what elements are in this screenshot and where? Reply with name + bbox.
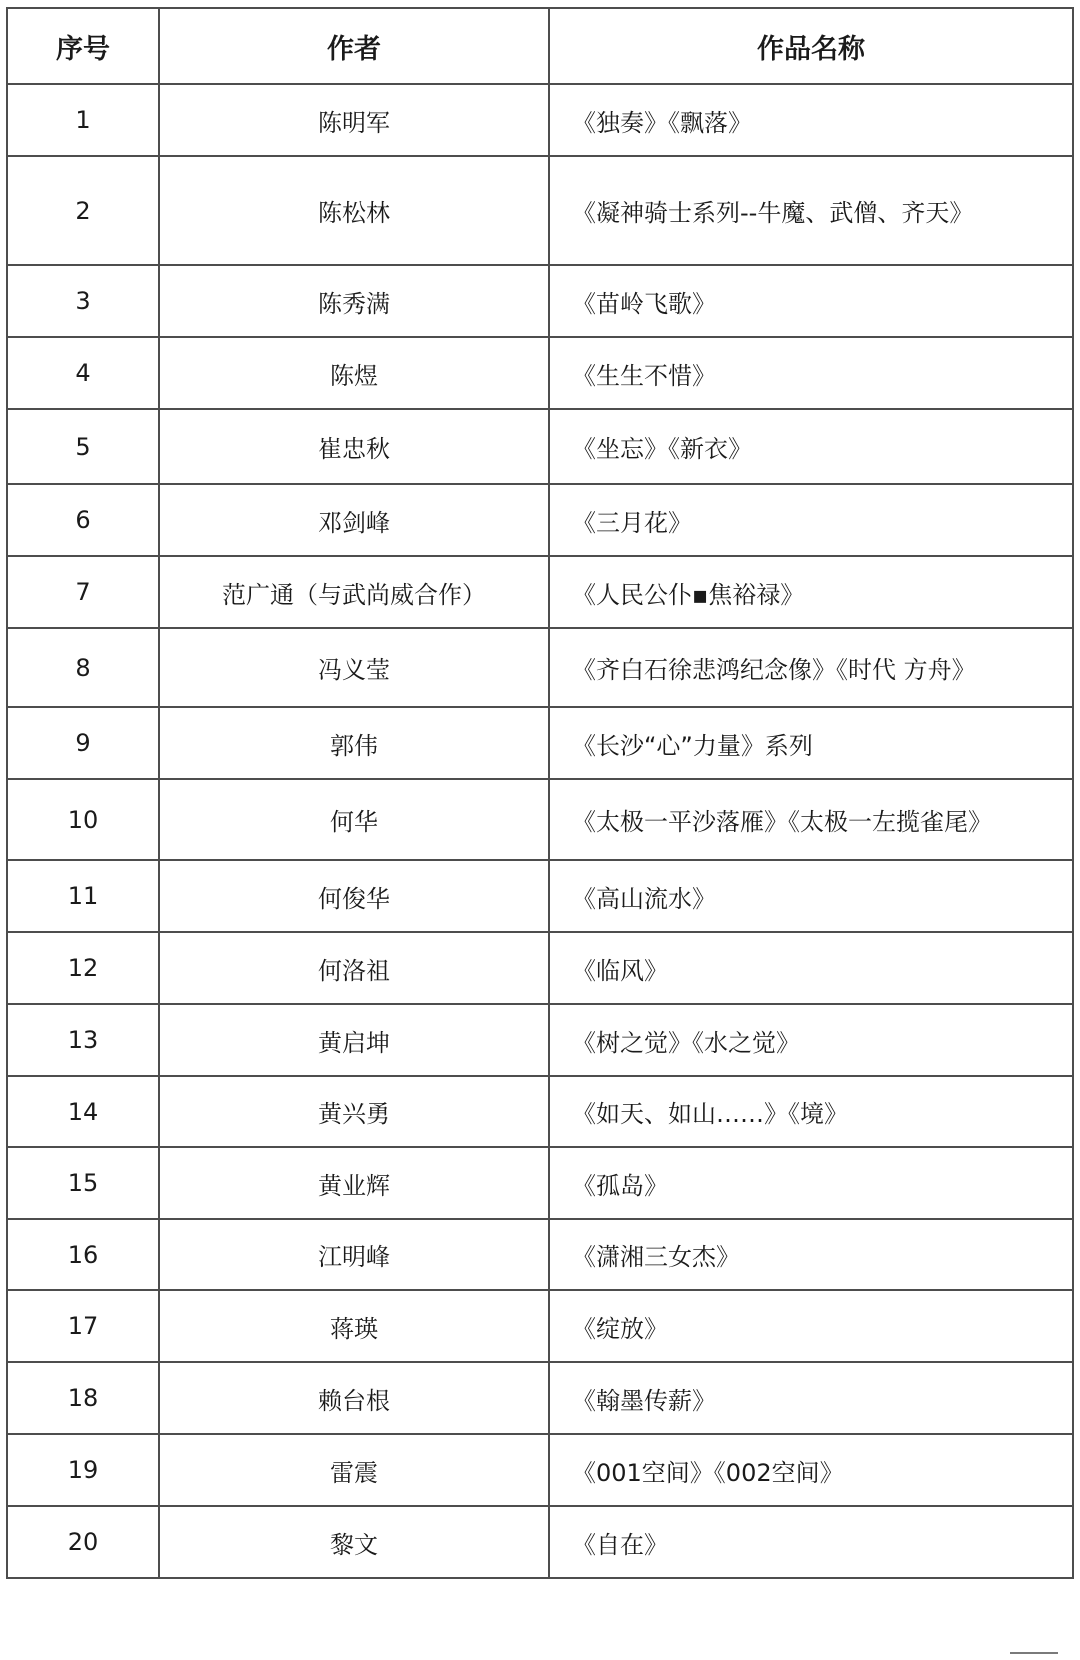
row-work-title: 《潇湘三女杰》 [549, 1219, 1073, 1290]
table-row [7, 1076, 1073, 1147]
row-number: 8 [7, 628, 159, 707]
row-work-title: 《齐白石徐悲鸿纪念像》《时代 方舟》 [549, 628, 1073, 707]
row-work-title: 《翰墨传薪》 [549, 1362, 1073, 1434]
table-row [7, 1506, 1073, 1578]
row-author: 冯义莹 [159, 628, 549, 707]
row-work-title: 《孤岛》 [549, 1147, 1073, 1219]
row-number: 1 [7, 84, 159, 156]
row-author: 黄兴勇 [159, 1076, 549, 1147]
table-row [7, 1147, 1073, 1219]
row-work-title: 《绽放》 [549, 1290, 1073, 1362]
table-row [7, 156, 1073, 265]
row-work-title: 《人民公仆▪焦裕禄》 [549, 556, 1073, 628]
table-header-row [7, 8, 1073, 84]
table-row [7, 1434, 1073, 1506]
table-row [7, 860, 1073, 932]
artwork-table-container [6, 7, 1072, 1579]
row-author: 江明峰 [159, 1219, 549, 1290]
row-author: 黄启坤 [159, 1004, 549, 1076]
row-number: 10 [7, 779, 159, 860]
row-number: 17 [7, 1290, 159, 1362]
table-row [7, 484, 1073, 556]
row-number: 16 [7, 1219, 159, 1290]
row-number: 12 [7, 932, 159, 1004]
row-work-title: 《三月花》 [549, 484, 1073, 556]
row-number: 13 [7, 1004, 159, 1076]
table-row [7, 1004, 1073, 1076]
row-work-title: 《太极一平沙落雁》《太极一左揽雀尾》 [549, 779, 1073, 860]
table-row [7, 1290, 1073, 1362]
row-author: 陈松林 [159, 156, 549, 265]
table-row [7, 556, 1073, 628]
row-author: 陈秀满 [159, 265, 549, 337]
row-work-title: 《坐忘》《新衣》 [549, 409, 1073, 484]
table-row [7, 707, 1073, 779]
row-author: 黎文 [159, 1506, 549, 1578]
row-author: 邓剑峰 [159, 484, 549, 556]
row-number: 7 [7, 556, 159, 628]
row-author: 黄业辉 [159, 1147, 549, 1219]
row-number: 3 [7, 265, 159, 337]
row-number: 4 [7, 337, 159, 409]
table-row [7, 1219, 1073, 1290]
row-number: 18 [7, 1362, 159, 1434]
row-author: 赖台根 [159, 1362, 549, 1434]
row-number: 20 [7, 1506, 159, 1578]
row-work-title: 《苗岭飞歌》 [549, 265, 1073, 337]
row-author: 何洛祖 [159, 932, 549, 1004]
row-author: 陈明军 [159, 84, 549, 156]
header-work: 作品名称 [549, 8, 1073, 84]
table-row [7, 779, 1073, 860]
row-work-title: 《自在》 [549, 1506, 1073, 1578]
row-author: 何华 [159, 779, 549, 860]
row-work-title: 《如天、如山……》《境》 [549, 1076, 1073, 1147]
table-row [7, 1362, 1073, 1434]
row-number: 2 [7, 156, 159, 265]
page-corner-mark [1010, 1652, 1058, 1654]
row-number: 14 [7, 1076, 159, 1147]
row-number: 9 [7, 707, 159, 779]
row-work-title: 《高山流水》 [549, 860, 1073, 932]
row-author: 雷震 [159, 1434, 549, 1506]
row-number: 5 [7, 409, 159, 484]
row-work-title: 《临风》 [549, 932, 1073, 1004]
row-number: 15 [7, 1147, 159, 1219]
row-author: 何俊华 [159, 860, 549, 932]
row-work-title: 《凝神骑士系列--牛魔、武僧、齐天》 [549, 156, 1073, 265]
row-author: 陈煜 [159, 337, 549, 409]
row-number: 19 [7, 1434, 159, 1506]
header-number: 序号 [7, 8, 159, 84]
table-body [7, 84, 1073, 1578]
row-author: 范广通（与武尚威合作） [159, 556, 549, 628]
row-author: 郭伟 [159, 707, 549, 779]
row-work-title: 《树之觉》《水之觉》 [549, 1004, 1073, 1076]
artwork-table [6, 7, 1074, 1579]
table-row [7, 409, 1073, 484]
row-number: 6 [7, 484, 159, 556]
row-work-title: 《001空间》《002空间》 [549, 1434, 1073, 1506]
table-row [7, 84, 1073, 156]
table-row [7, 265, 1073, 337]
row-author: 蒋瑛 [159, 1290, 549, 1362]
header-author: 作者 [159, 8, 549, 84]
row-work-title: 《生生不惜》 [549, 337, 1073, 409]
row-author: 崔忠秋 [159, 409, 549, 484]
table-row [7, 932, 1073, 1004]
row-work-title: 《独奏》《飘落》 [549, 84, 1073, 156]
row-number: 11 [7, 860, 159, 932]
table-row [7, 337, 1073, 409]
table-row [7, 628, 1073, 707]
row-work-title: 《长沙“心”力量》系列 [549, 707, 1073, 779]
